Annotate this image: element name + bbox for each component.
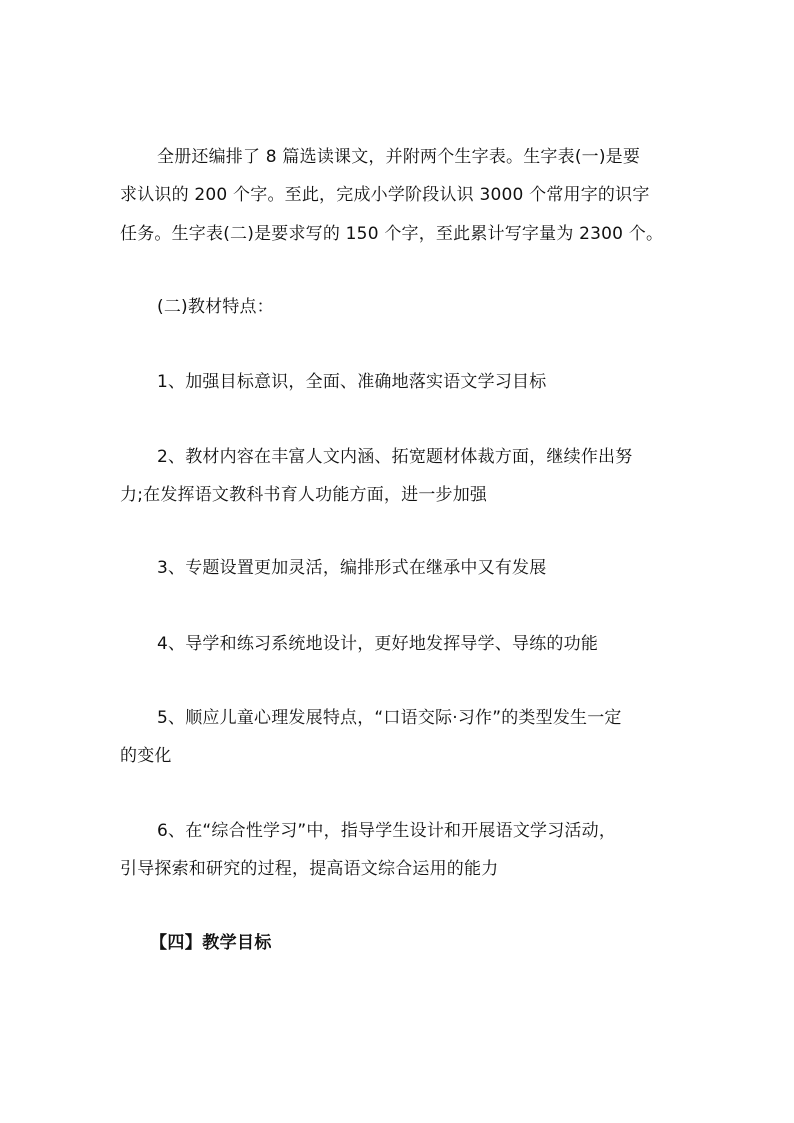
section-heading: 【四】教学目标	[150, 933, 272, 953]
list-item-2-line-1: 2、教材内容在丰富人文内涵、拓宽题材体裁方面，继续作出努	[157, 447, 633, 467]
list-item-3-line-1: 3、专题设置更加灵活，编排形式在继承中又有发展	[157, 558, 547, 578]
list-item-5-line-2: 的变化	[120, 746, 172, 766]
section-title: (二)教材特点：	[157, 297, 274, 317]
list-item-4-line-1: 4、导学和练习系统地设计，更好地发挥导学、导练的功能	[157, 634, 599, 654]
list-item-5-line-1: 5、顺应儿童心理发展特点，“口语交际·习作”的类型发生一定	[157, 708, 622, 728]
list-item-6-line-1: 6、在“综合性学习”中，指导学生设计和开展语文学习活动，	[157, 821, 617, 841]
list-item-2-line-2: 力;在发挥语文教科书育人功能方面，进一步加强	[120, 485, 488, 505]
list-item-1-line-1: 1、加强目标意识，全面、准确地落实语文学习目标	[157, 372, 547, 392]
paragraph-text-line: 任务。生字表(二)是要求写的 150 个字，至此累计写字量为 2300 个。	[120, 224, 664, 244]
paragraph-text-line: 全册还编排了 8 篇选读课文，并附两个生字表。生字表(一)是要	[157, 147, 641, 167]
list-item-6-line-2: 引导探索和研究的过程，提高语文综合运用的能力	[120, 859, 499, 879]
paragraph-text-line: 求认识的 200 个字。至此，完成小学阶段认识 3000 个常用字的识字	[120, 185, 650, 205]
